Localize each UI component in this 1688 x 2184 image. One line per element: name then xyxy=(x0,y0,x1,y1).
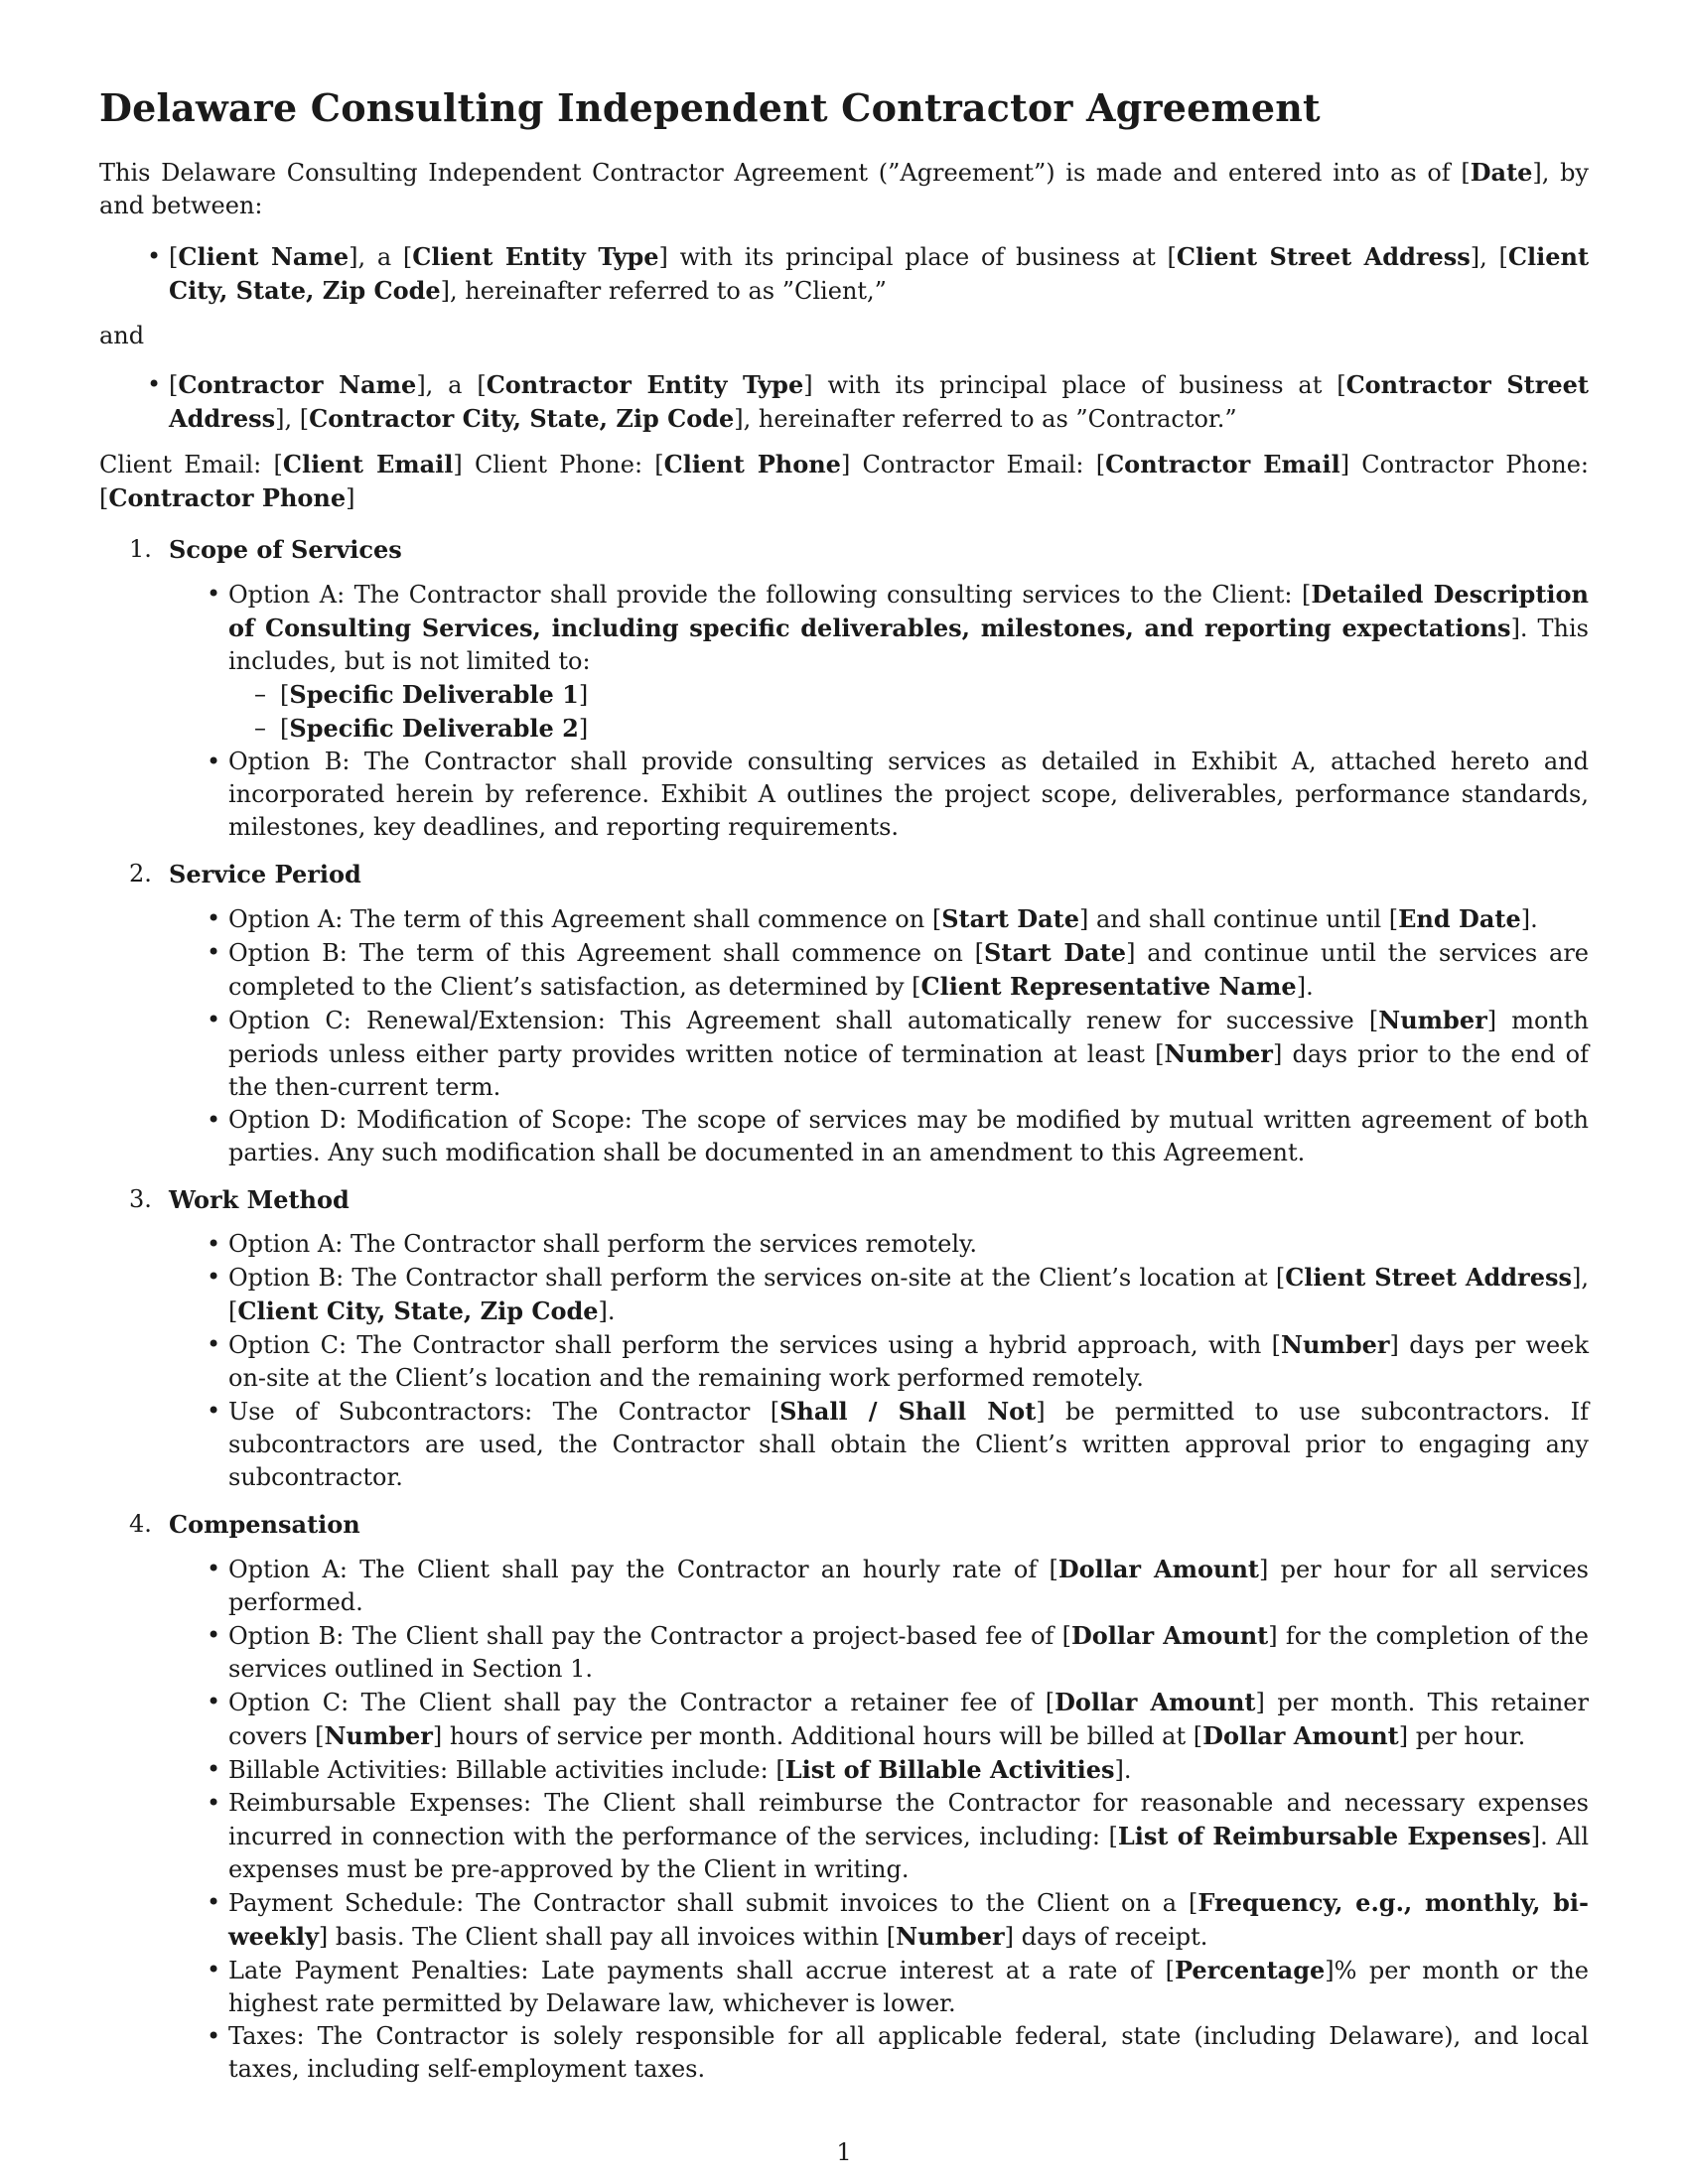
document-page xyxy=(99,85,1589,2100)
option-item: • Option C: The Client shall pay the Contractor a retainer fee of [Dollar Amount] per month. This retainer covers [Number] hours of service per month. Additional hours will be billed at [Dollar Amount] per hour. xyxy=(228,1686,1589,1753)
section-compensation xyxy=(99,1508,1589,2086)
option-item: • Option A: The Contractor shall perform the services remotely. xyxy=(228,1228,1589,1261)
option-item: • Option B: The term of this Agreement shall commence on [Start Date] and continue until the services are completed to the Client’s satisfaction, as determined by [Client Representative Name]. xyxy=(228,936,1589,1004)
section-heading: 1. Scope of Services xyxy=(129,535,402,564)
client-party-list xyxy=(99,240,1589,308)
section-heading: 4. Compensation xyxy=(129,1510,360,1539)
option-item: • Taxes: The Contractor is solely responsible for all applicable federal, state (including Delaware), and local taxes, including self-employment taxes. xyxy=(228,2020,1589,2086)
option-item: • Billable Activities: Billable activities include: [List of Billable Activities]. xyxy=(228,1753,1589,1787)
section-heading: 3. Work Method xyxy=(129,1185,350,1214)
option-item: • Option C: The Contractor shall perform the services using a hybrid approach, with [Number] days per week on-site at the Client’s location and the remaining work performed remotely. xyxy=(228,1328,1589,1395)
option-item: • Option A: The Client shall pay the Contractor an hourly rate of [Dollar Amount] per hour for all services performed. xyxy=(228,1553,1589,1619)
deliverable-item: – [Specific Deliverable 2] xyxy=(280,712,1589,746)
date-placeholder: Date xyxy=(1470,158,1533,187)
section-work-method xyxy=(99,1183,1589,1494)
sections-list xyxy=(99,533,1589,2086)
option-item: • Option C: Renewal/Extension: This Agreement shall automatically renew for successive [Number] month periods unless either party provides written notice of termination at least [Number] days prior to the end of the then-current term. xyxy=(228,1004,1589,1104)
option-item: • Option B: The Client shall pay the Contractor a project-based fee of [Dollar Amount] for the completion of the services outlined in Section 1. xyxy=(228,1619,1589,1686)
section-scope-of-services xyxy=(99,533,1589,844)
intro-paragraph: This Delaware Consulting Independent Contractor Agreement (”Agreement”) is made and entered into as of [Date], by and between: xyxy=(99,158,1589,219)
option-item: • Option A: The Contractor shall provide the following consulting services to the Client: [Detailed Description of Consulting Services, including specific deliverables, milestones, and reporting expectations]. This includes, but is not limited to: – [Specific Deliverable 1] – [Specific Deliverable 2] xyxy=(228,578,1589,746)
contractor-party-item: • [Contractor Name], a [Contractor Entity Type] with its principal place of business at [Contractor Street Address], [Contractor City, State, Zip Code], hereinafter referred to as ”Contractor.” xyxy=(169,368,1589,436)
option-item: • Option A: The term of this Agreement shall commence on [Start Date] and shall continue until [End Date]. xyxy=(228,902,1589,936)
page-number: 1 xyxy=(836,2138,852,2166)
option-item: • Late Payment Penalties: Late payments shall accrue interest at a rate of [Percentage]% per month or the highest rate permitted by Delaware law, whichever is lower. xyxy=(228,1954,1589,2020)
section-heading: 2. Service Period xyxy=(129,860,361,888)
deliverable-item: – [Specific Deliverable 1] xyxy=(280,678,1589,712)
option-item: • Use of Subcontractors: The Contractor [Shall / Shall Not] be permitted to use subcontractors. If subcontractors are used, the Contractor shall obtain the Client’s written approval prior to engaging any subcontractor. xyxy=(228,1395,1589,1494)
contractor-party-list xyxy=(99,368,1589,436)
option-item: • Option B: The Contractor shall provide consulting services as detailed in Exhibit A, attached hereto and incorporated herein by reference. Exhibit A outlines the project scope, deliverables, performance standards, milestones, key deadlines, and reporting requirements. xyxy=(228,746,1589,844)
option-item: • Reimbursable Expenses: The Client shall reimburse the Contractor for reasonable and necessary expenses incurred in connection with the performance of the services, including: [List of Reimbursable Expenses]. All expenses must be pre-approved by the Client in writing. xyxy=(228,1787,1589,1886)
section-service-period xyxy=(99,858,1589,1169)
option-item: • Payment Schedule: The Contractor shall submit invoices to the Client on a [Frequency, e.g., monthly, bi-weekly] basis. The Client shall pay all invoices within [Number] days of receipt. xyxy=(228,1886,1589,1954)
client-party-item: • [Client Name], a [Client Entity Type] with its principal place of business at [Client Street Address], [Client City, State, Zip Code], hereinafter referred to as ”Client,” xyxy=(169,240,1589,308)
and-text: and xyxy=(99,322,145,349)
contact-details: Client Email: [Client Email] Client Phone: [Client Phone] Contractor Email: [Contractor Email] Contractor Phone: [Contractor Phone] xyxy=(99,450,1590,512)
option-item: • Option D: Modification of Scope: The scope of services may be modified by mutual written agreement of both parties. Any such modification shall be documented in an amendment to this Agreement. xyxy=(228,1104,1589,1169)
option-item: • Option B: The Contractor shall perform the services on-site at the Client’s location at [Client Street Address], [Client City, State, Zip Code]. xyxy=(228,1261,1589,1328)
document-title: Delaware Consulting Independent Contractor Agreement xyxy=(99,85,1321,130)
